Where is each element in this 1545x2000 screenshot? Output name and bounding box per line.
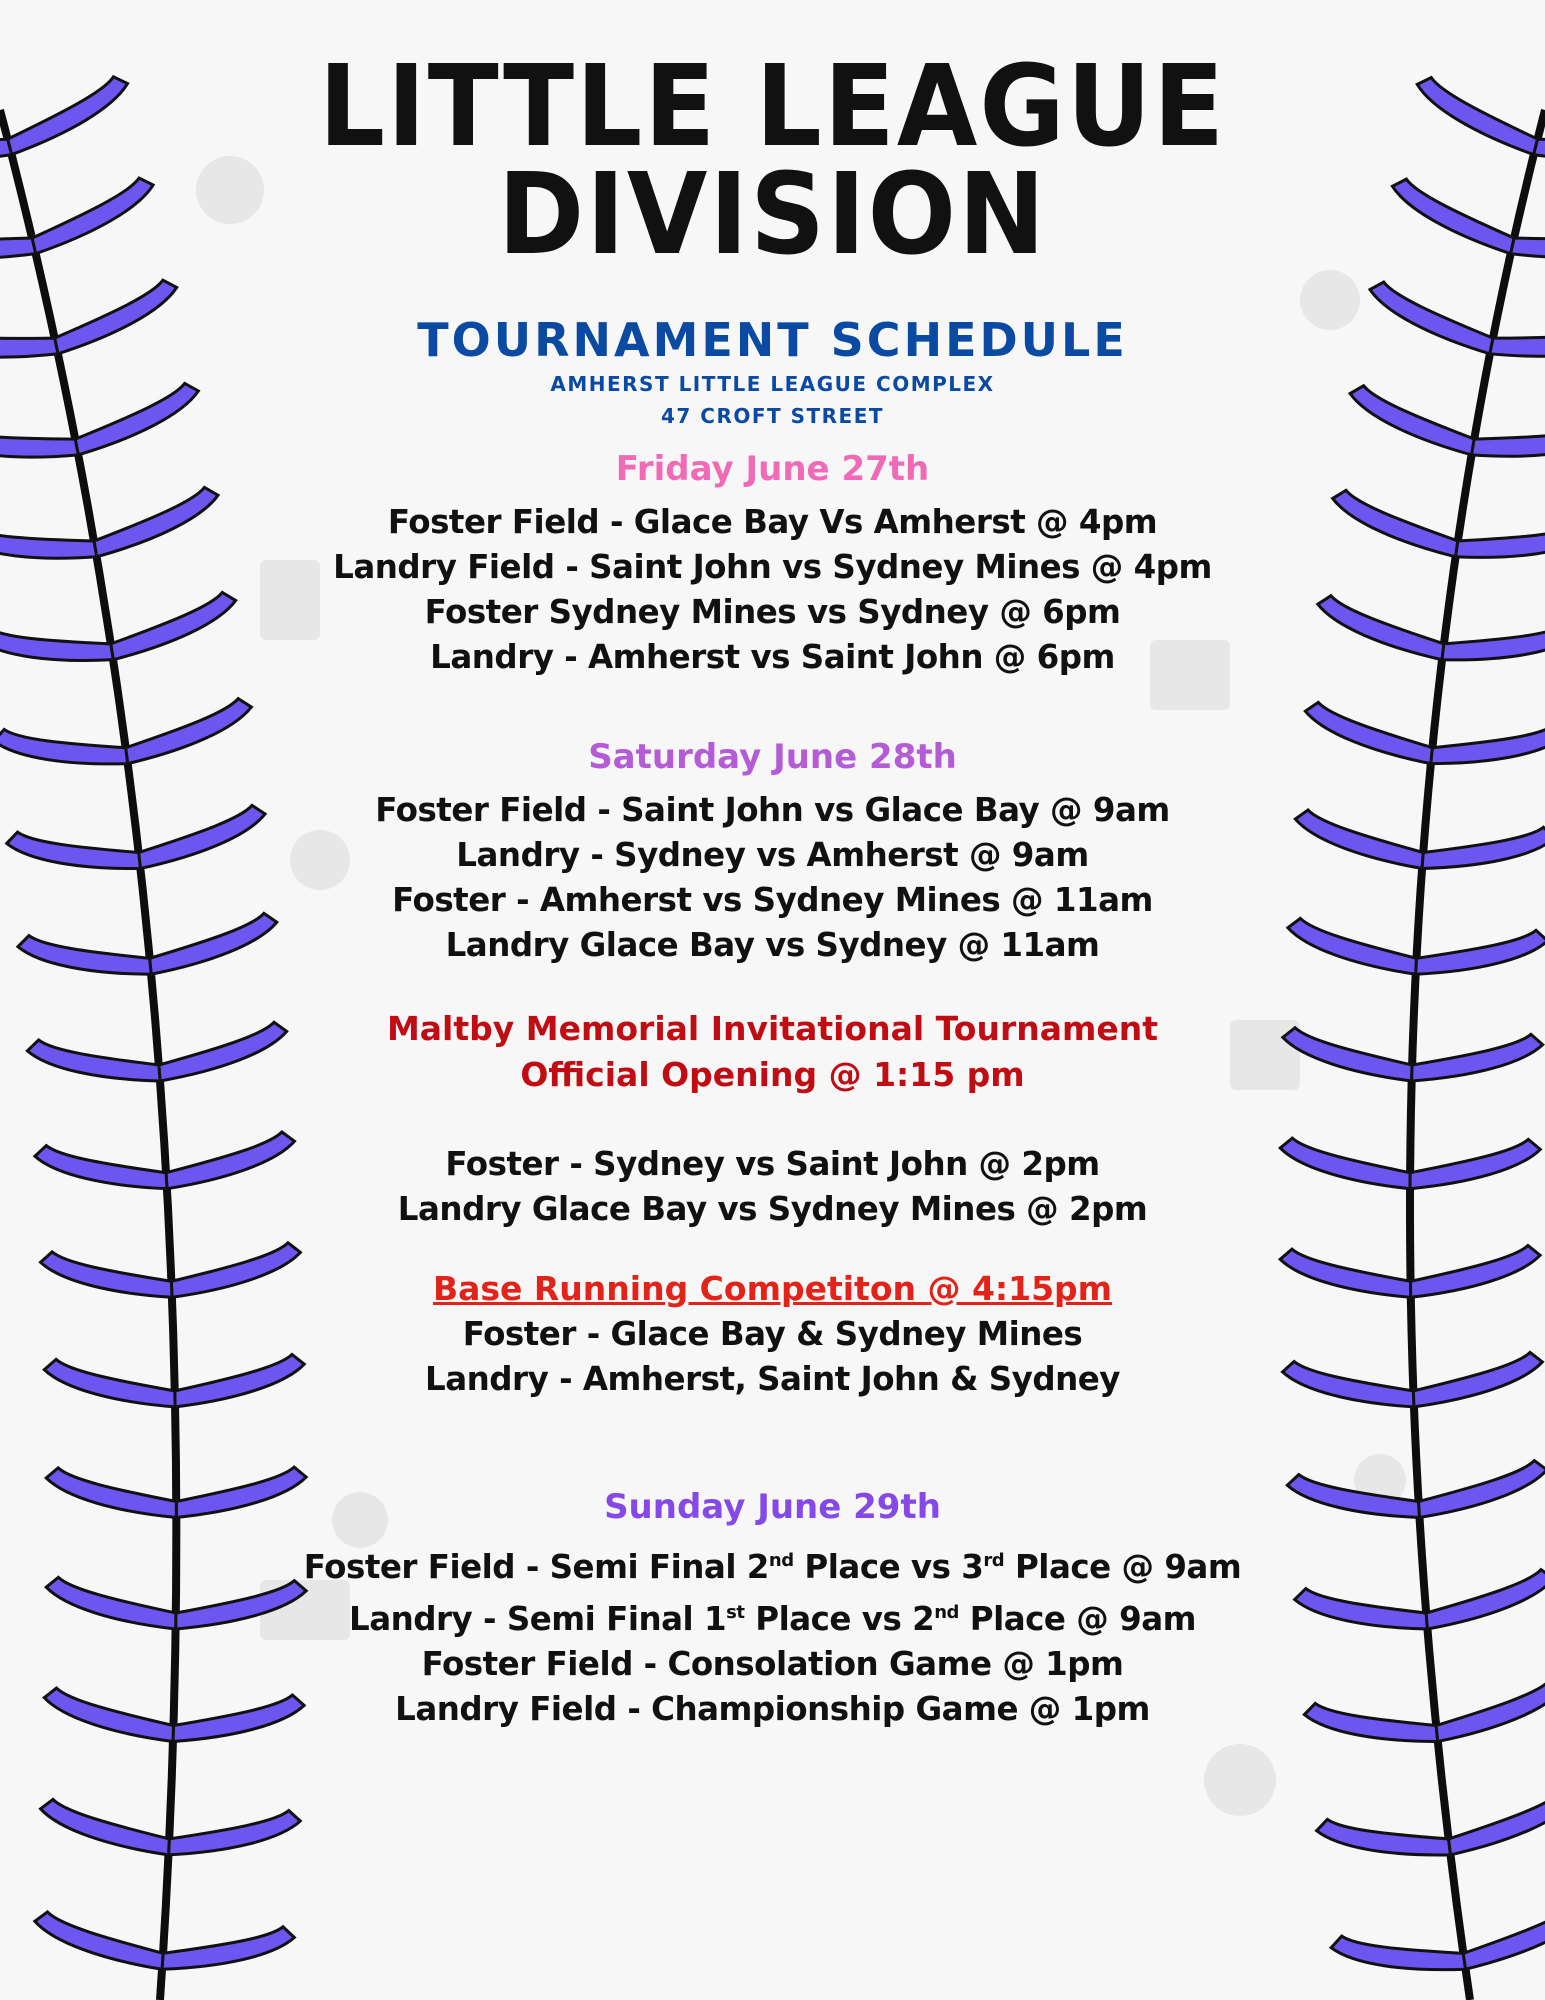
- lace-strand: [1433, 1679, 1545, 1742]
- lace-strand: [1456, 507, 1545, 575]
- stitch-lace: [1303, 1679, 1545, 1755]
- stitch-lace: [0, 381, 206, 479]
- lace-strand: [39, 1799, 171, 1855]
- lace-strand: [40, 1247, 172, 1302]
- lace-strand: [1444, 1790, 1545, 1855]
- lace-strand: [156, 1021, 289, 1081]
- lace-strand: [1280, 1138, 1410, 1189]
- lace-strand: [1294, 1579, 1428, 1639]
- lace-strand: [17, 924, 151, 986]
- saturday-game-2: Landry - Sydney vs Amherst @ 9am: [456, 836, 1089, 874]
- stitch-lace: [1362, 280, 1545, 379]
- lace-strand: [24, 175, 162, 253]
- friday-game-1: Foster Field - Glace Bay Vs Amherst @ 4pm: [387, 503, 1158, 541]
- lace-strand: [43, 1688, 174, 1742]
- stitch-lace: [1408, 75, 1545, 186]
- lace-strand: [1431, 714, 1545, 776]
- lace-strand: [1422, 819, 1545, 878]
- saturday-afternoon-game-1: Foster - Sydney vs Saint John @ 2pm: [445, 1145, 1100, 1183]
- lace-strand: [1292, 809, 1425, 868]
- lace-strand: [0, 714, 128, 781]
- lace-strand: [121, 697, 256, 764]
- opening-ceremony-time: Official Opening @ 1:15 pm: [520, 1055, 1025, 1094]
- friday-game-3: Foster Sydney Mines vs Sydney @ 6pm: [424, 593, 1121, 631]
- lace-strand: [1282, 1027, 1413, 1081]
- lace-strand: [1315, 1805, 1450, 1870]
- title-line-1: LITTLE LEAGUE: [318, 40, 1227, 172]
- venue-name: AMHERST LITTLE LEAGUE COMPLEX: [550, 372, 995, 396]
- lace-strand: [1423, 1569, 1545, 1629]
- lace-strand: [1412, 1031, 1543, 1085]
- lace-strand: [27, 1031, 160, 1091]
- stitch-lace: [1327, 489, 1545, 576]
- friday-game-2: Landry Field - Saint John vs Sydney Mines @ 4pm: [333, 548, 1212, 586]
- lace-strand: [1280, 1247, 1411, 1299]
- lace-strand: [0, 507, 97, 578]
- friday-game-4: Landry - Amherst vs Saint John @ 6pm: [430, 638, 1115, 676]
- stitch-lace: [1330, 1902, 1545, 1988]
- lace-strand: [69, 381, 206, 455]
- stitch-lace: [0, 278, 185, 381]
- lace-strand: [1412, 1352, 1544, 1407]
- lace-strand: [1282, 1357, 1414, 1412]
- lace-strand: [1301, 701, 1435, 763]
- lace-strand: [1362, 280, 1499, 354]
- saturday-game-1: Foster Field - Saint John vs Glace Bay @ 9am: [375, 791, 1170, 829]
- stitch-lace: [1301, 701, 1545, 776]
- lace-strand: [1327, 489, 1463, 557]
- saturday-afternoon-game-2: Landry Glace Bay vs Sydney Mines @ 2pm: [397, 1190, 1148, 1228]
- stitch-lace: [1315, 1790, 1545, 1871]
- lace-strand: [1472, 406, 1545, 477]
- saturday-game-3: Foster - Amherst vs Sydney Mines @ 11am: [392, 881, 1153, 919]
- lace-strand: [169, 1805, 301, 1861]
- sunday-game-1: Foster Field - Semi Final 2nd Place vs 3rd Place @ 9am: [303, 1547, 1242, 1586]
- opening-ceremony-title: Maltby Memorial Invitational Tournament: [386, 1009, 1159, 1048]
- lace-strand: [0, 610, 113, 679]
- lace-strand: [106, 591, 242, 660]
- lace-strand: [46, 1577, 177, 1629]
- stitch-lace: [1313, 594, 1545, 675]
- sunday-game-4: Landry Field - Championship Game @ 1pm: [395, 1689, 1150, 1728]
- venue-address: 47 CROFT STREET: [660, 404, 885, 428]
- base-running-foster: Foster - Glace Bay & Sydney Mines: [462, 1315, 1083, 1353]
- lace-strand: [1459, 1902, 1545, 1970]
- lace-strand: [44, 1357, 175, 1410]
- lace-strand: [1330, 1920, 1466, 1988]
- lace-strand: [0, 406, 78, 480]
- lace-strand: [46, 1468, 176, 1518]
- saturday-heading: Saturday June 28th: [588, 737, 957, 777]
- lace-strand: [6, 819, 141, 883]
- lace-strand: [1286, 918, 1418, 975]
- lace-strand: [1303, 1692, 1437, 1755]
- lace-strand: [1410, 1139, 1540, 1190]
- lace-strand: [1408, 75, 1545, 155]
- stitch-lace: [0, 74, 138, 187]
- lace-strand: [1343, 384, 1480, 455]
- lace-strand: [1416, 924, 1545, 981]
- schedule-content: [280, 40, 1265, 1732]
- stitch-lace: [0, 485, 225, 579]
- base-running-landry: Landry - Amherst, Saint John & Sydney: [425, 1360, 1120, 1398]
- friday-heading: Friday June 27th: [615, 449, 930, 489]
- sunday-game-3: Foster Field - Consolation Game @ 1pm: [421, 1644, 1124, 1683]
- saturday-game-4: Landry Glace Bay vs Sydney @ 11am: [445, 926, 1100, 964]
- sunday-heading: Sunday June 29th: [604, 1487, 941, 1527]
- stitch-lace: [1294, 1569, 1545, 1640]
- lace-strand: [88, 485, 225, 556]
- title-line-2: DIVISION: [497, 148, 1048, 280]
- lace-strand: [1410, 1245, 1541, 1297]
- sunday-game-2: Landry - Semi Final 1st Place vs 2nd Place @ 9am: [348, 1599, 1196, 1638]
- lace-strand: [1417, 1460, 1545, 1518]
- lace-strand: [135, 804, 270, 868]
- lace-strand: [0, 74, 138, 155]
- lace-strand: [32, 1911, 165, 1969]
- lace-strand: [34, 1139, 167, 1196]
- stitch-lace: [1292, 809, 1545, 878]
- stitch-lace: [0, 591, 242, 680]
- subtitle: TOURNAMENT SCHEDULE: [417, 313, 1128, 367]
- lace-strand: [146, 912, 280, 974]
- lace-strand: [1442, 610, 1545, 675]
- lace-strand: [48, 278, 186, 354]
- lace-strand: [164, 1131, 297, 1188]
- lace-strand: [1384, 177, 1522, 254]
- lace-strand: [1313, 594, 1448, 659]
- base-running-title: Base Running Competiton @ 4:15pm: [432, 1269, 1113, 1308]
- stitch-lace: [1343, 384, 1545, 477]
- lace-strand: [162, 1919, 295, 1977]
